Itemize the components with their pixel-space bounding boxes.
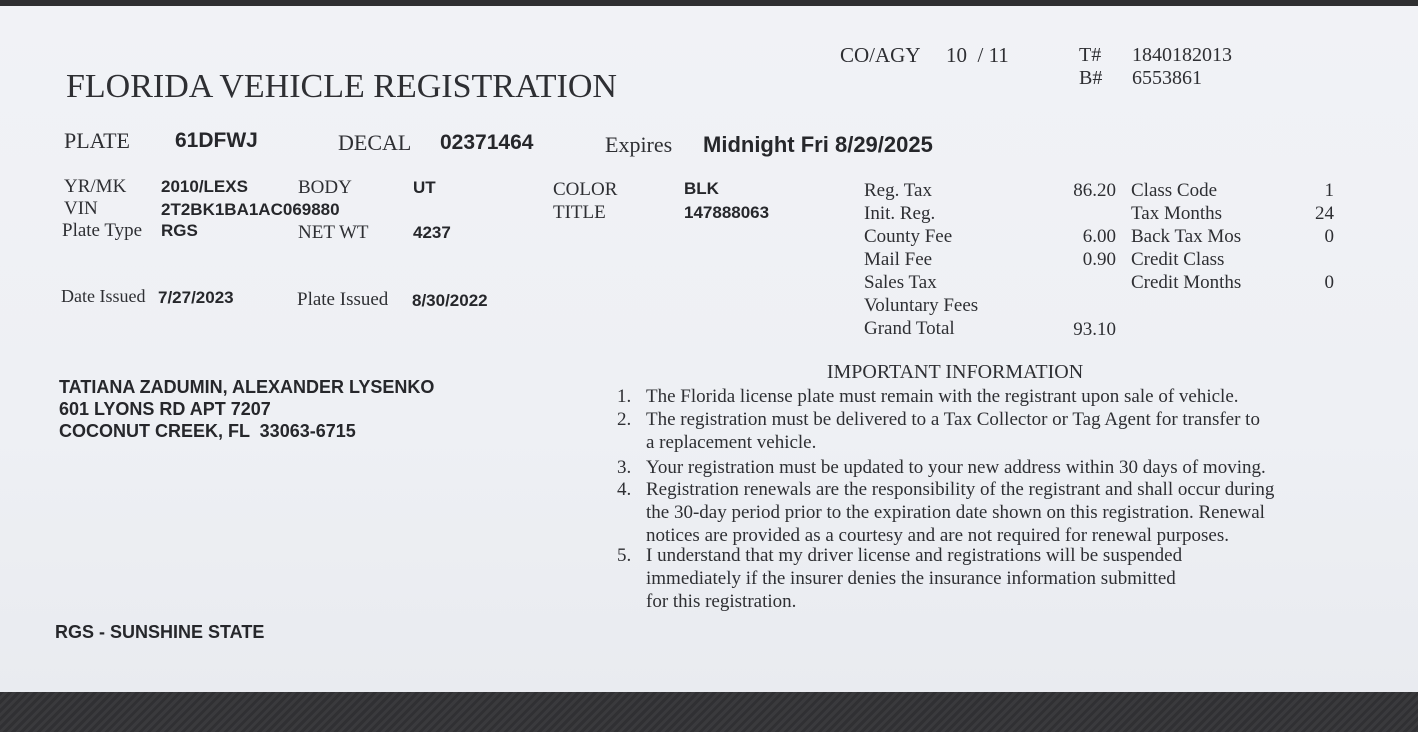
- back-tax-months-label: Back Tax Mos: [1131, 226, 1242, 247]
- b-number-label: B#: [1079, 67, 1103, 89]
- color-value: BLK: [684, 179, 719, 198]
- expires-label: Expires: [605, 132, 673, 157]
- fee-label-reg-tax: Reg. Tax: [864, 180, 932, 201]
- owner-street: 601 LYONS RD APT 7207: [59, 399, 271, 419]
- net-weight-label: NET WT: [298, 222, 369, 243]
- info-item-line: The Florida license plate must remain with the registrant upon sale of vehicle.: [646, 386, 1239, 407]
- net-weight-value: 4237: [413, 223, 451, 242]
- plate-value: 61DFWJ: [175, 129, 258, 152]
- info-item-line: a replacement vehicle.: [646, 432, 817, 453]
- vin-label: VIN: [64, 198, 98, 219]
- plate-issued-value: 8/30/2022: [412, 291, 488, 310]
- info-item-number: 1.: [617, 386, 632, 407]
- b-number-value: 6553861: [1132, 67, 1202, 89]
- fee-label-mail-fee: Mail Fee: [864, 249, 933, 270]
- document-title: FLORIDA VEHICLE REGISTRATION: [66, 68, 617, 105]
- registration-paper: [0, 6, 1418, 696]
- background-bottom-edge: [0, 692, 1418, 732]
- info-item-line: Your registration must be updated to your new address within 30 days of moving.: [646, 457, 1266, 478]
- plate-type-label: Plate Type: [62, 220, 143, 241]
- info-item-line: for this registration.: [646, 591, 797, 612]
- plate-label: PLATE: [64, 128, 130, 153]
- vin-value: 2T2BK1BA1AC069880: [161, 200, 340, 219]
- info-item-line: Registration renewals are the responsibility of the registrant and shall occur during: [646, 479, 1275, 500]
- back-tax-months-value: 0: [1324, 226, 1334, 247]
- t-number-value: 1840182013: [1132, 44, 1232, 66]
- class-code-label: Class Code: [1131, 180, 1218, 201]
- fee-label-county-fee: County Fee: [864, 226, 953, 247]
- t-number-label: T#: [1079, 44, 1102, 66]
- co-agy-label: CO/AGY: [840, 43, 921, 67]
- fee-value-grand-total: 93.10: [1073, 319, 1116, 340]
- info-item-line: The registration must be delivered to a Tax Collector or Tag Agent for transfer to: [646, 409, 1260, 430]
- plate-type-description: RGS - SUNSHINE STATE: [55, 622, 265, 642]
- fee-label-voluntary-fees: Voluntary Fees: [864, 295, 979, 316]
- credit-months-label: Credit Months: [1131, 272, 1242, 293]
- color-label: COLOR: [553, 179, 618, 200]
- important-info-heading: IMPORTANT INFORMATION: [826, 361, 1084, 383]
- date-issued-label: Date Issued: [61, 286, 146, 306]
- plate-issued-label: Plate Issued: [297, 289, 389, 310]
- tax-months-label: Tax Months: [1131, 203, 1223, 224]
- info-item-line: the 30-day period prior to the expiration date shown on this registration. Renewal: [646, 502, 1265, 523]
- fee-value-reg-tax: 86.20: [1073, 180, 1116, 201]
- fee-value-county-fee: 6.00: [1082, 226, 1116, 247]
- owner-city-state-zip: COCONUT CREEK, FL 33063-6715: [59, 421, 356, 441]
- credit-months-value: 0: [1324, 272, 1334, 293]
- decal-label: DECAL: [338, 130, 412, 155]
- date-issued-value: 7/27/2023: [158, 288, 234, 307]
- fee-label-grand-total: Grand Total: [864, 318, 955, 339]
- info-item-number: 2.: [617, 409, 632, 430]
- title-number-value: 147888063: [684, 203, 770, 222]
- fee-label-sales-tax: Sales Tax: [864, 272, 937, 293]
- info-item-number: 4.: [617, 479, 632, 500]
- fee-label-init-reg: Init. Reg.: [864, 203, 936, 224]
- info-item-line: notices are provided as a courtesy and are not required for renewal purposes.: [646, 525, 1229, 546]
- class-code-value: 1: [1324, 180, 1334, 201]
- info-item-line: immediately if the insurer denies the insurance information submitted: [646, 568, 1176, 589]
- owner-names: TATIANA ZADUMIN, ALEXANDER LYSENKO: [59, 377, 435, 397]
- plate-type-value: RGS: [161, 221, 198, 240]
- info-item-number: 5.: [617, 545, 632, 566]
- co-agy-value: 10 / 11: [946, 43, 1009, 67]
- yrmk-label: YR/MK: [64, 176, 127, 197]
- body-value: UT: [413, 178, 436, 197]
- yrmk-value: 2010/LEXS: [161, 177, 248, 196]
- title-label: TITLE: [553, 202, 606, 223]
- tax-months-value: 24: [1315, 203, 1334, 224]
- body-label: BODY: [298, 177, 352, 198]
- credit-class-label: Credit Class: [1131, 249, 1225, 270]
- decal-value: 02371464: [440, 131, 534, 154]
- info-item-line: I understand that my driver license and registrations will be suspended: [646, 545, 1183, 566]
- fee-value-mail-fee: 0.90: [1082, 249, 1116, 270]
- expires-value: Midnight Fri 8/29/2025: [703, 132, 933, 157]
- info-item-number: 3.: [617, 457, 632, 478]
